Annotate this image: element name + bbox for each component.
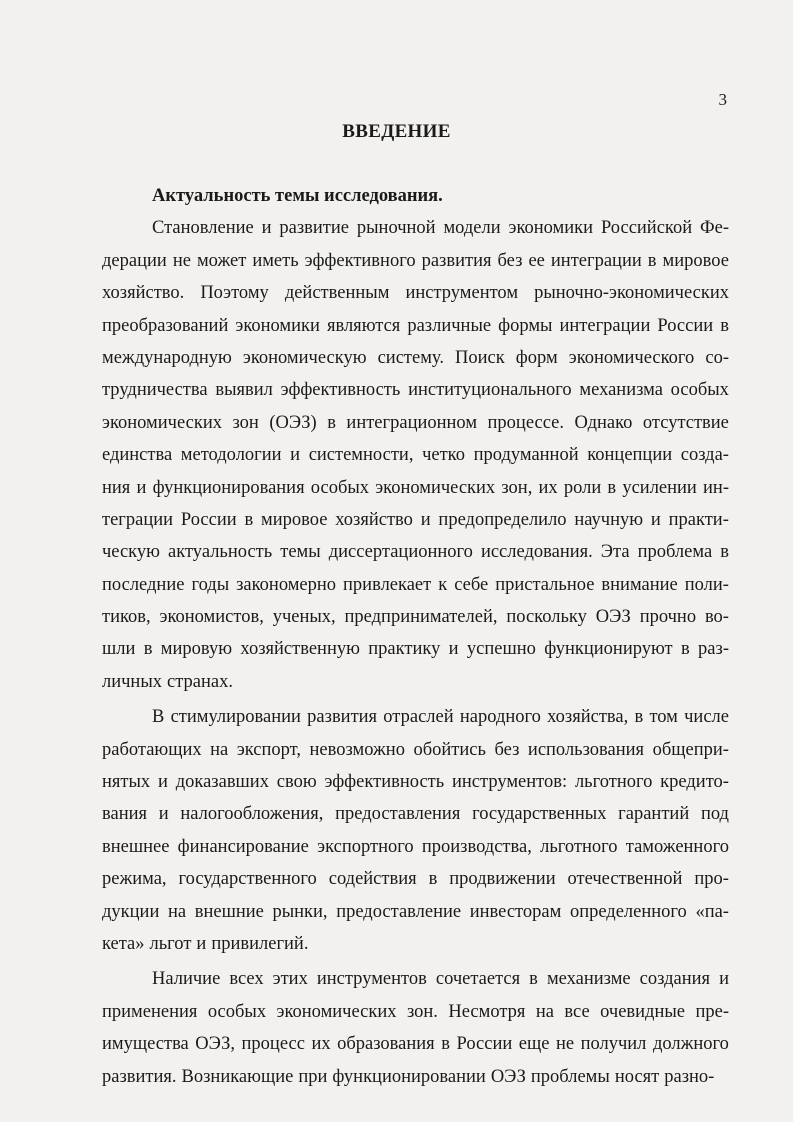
text-line: последние годы закономерно привлекает к себе пристальное внимание поли- <box>102 574 729 595</box>
paragraph <box>102 212 729 698</box>
text-line: международную экономическую систему. Поиск форм экономического со- <box>102 347 729 368</box>
text-line: Наличие всех этих инструментов сочетается в механизме создания и <box>152 969 729 990</box>
text-line: трудничества выявил эффективность институционального механизма особых <box>102 380 729 401</box>
text-line: внешнее финансирование экспортного производства, льготного таможенного <box>102 836 729 857</box>
text-line: Становление и развитие рыночной модели экономики Российской Фе- <box>152 218 729 239</box>
text-line: личных странах. <box>102 671 234 692</box>
text-line: вания и налогообложения, предоставления государственных гарантий под <box>102 804 729 825</box>
page-title: ВВЕДЕНИЕ <box>342 121 451 142</box>
text-line: шли в мировую хозяйственную практику и успешно функционируют в раз- <box>102 639 729 660</box>
text-line: кета» льгот и привилегий. <box>102 933 309 954</box>
text-line: работающих на экспорт, невозможно обойтись без использования общепри- <box>102 739 729 760</box>
text-line: тиков, экономистов, ученых, предпринимателей, поскольку ОЭЗ прочно во- <box>102 607 729 628</box>
text-line: применения особых экономических зон. Несмотря на все очевидные пре- <box>102 1001 729 1022</box>
text-line: режима, государственного содействия в продвижении отечественной про- <box>102 869 729 890</box>
text-line: имущества ОЭЗ, процесс их образования в России еще не получил должного <box>102 1034 729 1055</box>
text-line: дукции на внешние рынки, предоставление инвесторам определенного «па- <box>102 901 729 922</box>
text-line: хозяйство. Поэтому действенным инструментом рыночно-экономических <box>102 283 729 304</box>
text-line: экономических зон (ОЭЗ) в интеграционном процессе. Однако отсутствие <box>102 412 729 433</box>
text-line: единства методологии и системности, четко продуманной концепции созда- <box>102 445 729 466</box>
paragraph <box>102 701 729 960</box>
text-line: развития. Возникающие при функционировании ОЭЗ проблемы носят разно- <box>102 1066 715 1087</box>
text-line: ния и функционирования особых экономических зон, их роли в усилении ин- <box>102 477 729 498</box>
text-line: теграции России в мировое хозяйство и предопределило научную и практи- <box>102 509 729 530</box>
body-text <box>102 180 729 1093</box>
text-line: нятых и доказавших свою эффективность инструментов: льготного кредито- <box>102 772 729 793</box>
paragraph-list <box>102 212 729 1093</box>
text-line: дерации не может иметь эффективного развития без ее интеграции в мировое <box>102 250 729 271</box>
text-line: В стимулировании развития отраслей народного хозяйства, в том числе <box>152 707 729 728</box>
text-line: преобразований экономики являются различные формы интеграции России в <box>102 315 729 336</box>
text-line: ческую актуальность темы диссертационного исследования. Эта проблема в <box>102 542 729 563</box>
section-subheading: Актуальность темы исследования. <box>152 186 443 206</box>
page-number: 3 <box>718 90 727 109</box>
paragraph <box>102 963 729 1093</box>
